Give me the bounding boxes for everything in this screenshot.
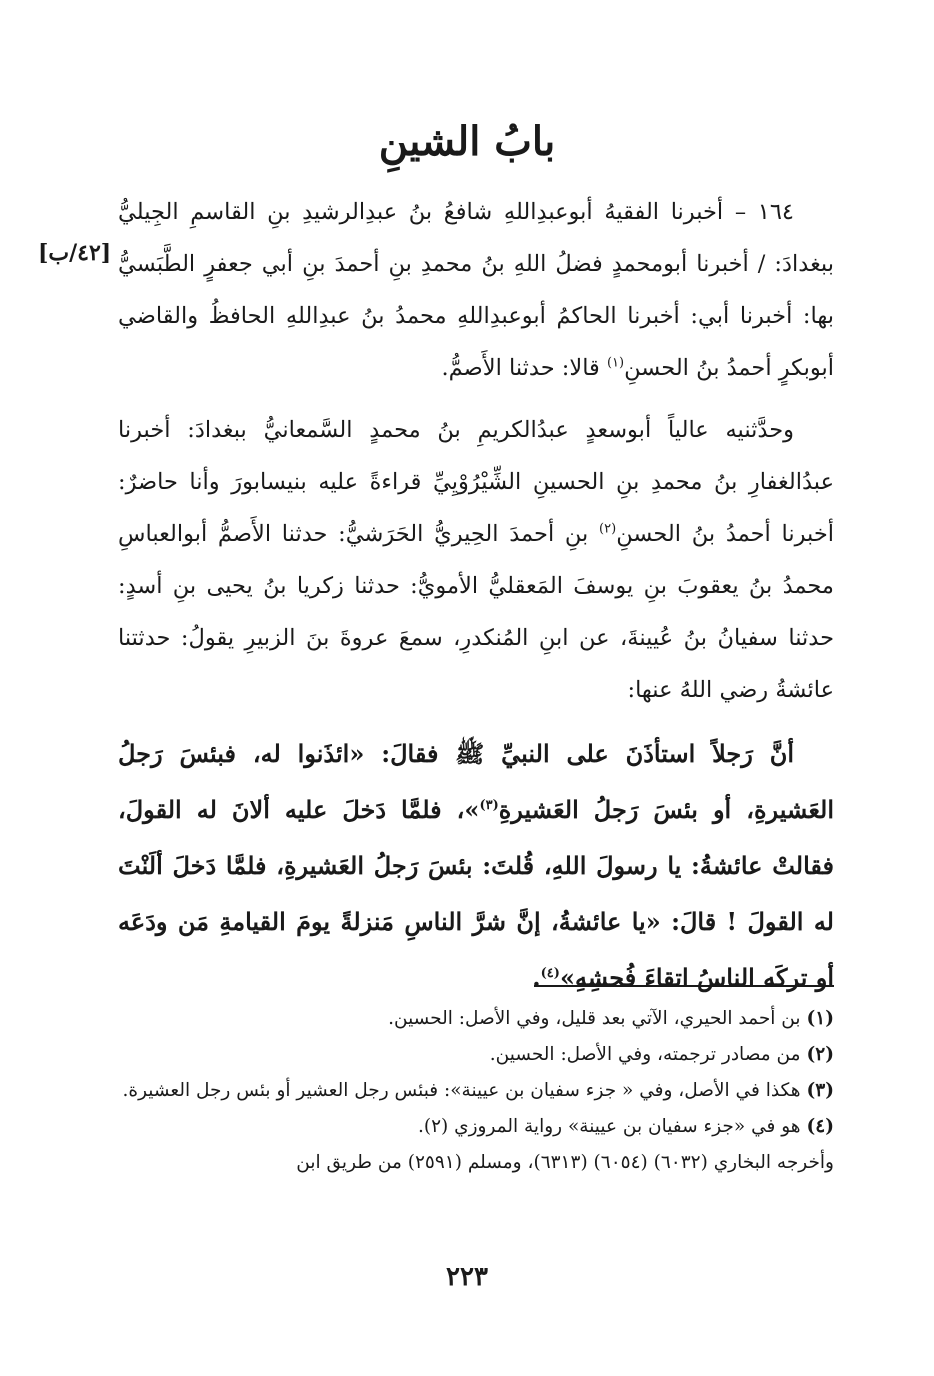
footnote-item bbox=[120, 1110, 834, 1144]
hadith-text: . bbox=[532, 963, 541, 992]
footnote-separator bbox=[534, 985, 834, 987]
footnote-text: هكذا في الأصل، وفي « جزء سفيان بن عيينة»: فبئس رجل العشير أو بئس رجل العشيرة. bbox=[122, 1080, 801, 1101]
paragraph-isnad-2 bbox=[118, 404, 834, 716]
main-text bbox=[118, 186, 834, 1016]
footnote-number: (٢) bbox=[806, 1044, 834, 1065]
footnote-ref-2: (٢) bbox=[599, 521, 617, 537]
footnote-ref-4: (٤) bbox=[540, 966, 560, 981]
footnote-ref-3: (٣) bbox=[479, 798, 499, 813]
footnote-number: (١) bbox=[806, 1008, 834, 1029]
paragraph-text: وحدَّثنيه عالياً أبوسعدٍ عبدُالكريمِ بنُ محمدٍ السَّمعانيُّ ببغدادَ: أخبرنا عبدُالغفارِ بنُ محمدِ بنِ الحسينِ الشِّيْرُوْيِيِّ قراءةً عليه بنيسابورَ وأنا حاضرٌ: أخبرنا أحمدُ بنُ الحسنِ bbox=[118, 417, 835, 547]
footnotes bbox=[120, 1002, 834, 1182]
footnote-ref-1: (١) bbox=[606, 355, 625, 371]
footnote-text: من مصادر ترجمته، وفي الأصل: الحسين. bbox=[489, 1044, 801, 1065]
paragraph-text: ١٦٤ – أخبرنا الفقيهُ أبوعبدِاللهِ شافعُ بنُ عبدِالرشيدِ بنِ القاسمِ الجِيليُّ ببغدادَ: / أخبرنا أبومحمدٍ فضلُ اللهِ بنُ محمدِ بنِ أحمدَ بنِ أبي جعفرٍ الطَّبَسيُّ بها: أخبرنا أبي: أخبرنا الحاكمُ أبوعبدِاللهِ محمدُ بنُ عبدِاللهِ الحافظُ والقاضي أبوبكرٍ أحمدُ بنُ الحسنِ bbox=[118, 199, 834, 381]
footnote-text: بن أحمد الحيري، الآتي بعد قليل، وفي الأصل: الحسين. bbox=[388, 1008, 801, 1029]
footnote-text: هو في «جزء سفيان بن عيينة» رواية المروزي (٢). bbox=[417, 1116, 801, 1137]
manuscript-folio-marker: [٤٢/ب] bbox=[38, 240, 112, 266]
footnote-item bbox=[120, 1038, 834, 1072]
footnote-item bbox=[120, 1074, 834, 1108]
hadith-matn bbox=[118, 726, 834, 1006]
paragraph-isnad-1 bbox=[118, 186, 834, 394]
footnote-number: (٤) bbox=[806, 1116, 834, 1137]
footnote-continuation bbox=[120, 1146, 834, 1180]
footnote-number: (٣) bbox=[806, 1080, 834, 1101]
paragraph-text: بنِ أحمدَ الحِيريُّ الحَرَشيُّ: حدثنا الأَصمُّ أبوالعباسِ محمدُ بنُ يعقوبَ بنِ يوسفَ المَعقليُّ الأمويُّ: حدثنا زكريا بنُ يحيى بنِ أسدٍ: حدثنا سفيانُ بنُ عُيينةَ، عن ابنِ المُنكدرِ، سمعَ عروةَ بنَ الزبيرِ يقولُ: حدثتنا عائشةُ رضي اللهُ عنها: bbox=[118, 521, 834, 703]
hadith-text: أنَّ رَجلاً استأذَنَ على النبيِّ ﷺ فقالَ: «ائذَنوا له، فبئسَ رَجلُ العَشيرةِ، أو بئسَ رَجلُ العَشيرةِ bbox=[118, 739, 835, 824]
paragraph-text: قالا: حدثنا الأَصمُّ. bbox=[441, 355, 607, 381]
footnote-continuation-text: وأخرجه البخاري (٦٠٣٢) (٦٠٥٤) (٦٣١٣)، ومسلم (٢٥٩١) من طريق ابن bbox=[296, 1152, 834, 1173]
hadith-text: »، فلمَّا دَخلَ عليه ألانَ له القولَ، فقالتْ عائشةُ: يا رسولَ اللهِ، قُلتَ: بئسَ رَجلُ العَشيرةِ، فلمَّا دَخلَ ألَنْتَ له القولَ ! قالَ: «يا عائشةُ، إنَّ شرَّ الناسِ مَنزلةً يومَ القيامةِ مَن ودَعَه أو تركَه الناسُ اتقاءَ فُحشِهِ» bbox=[118, 795, 834, 992]
chapter-title: بابُ الشينِ bbox=[378, 118, 556, 165]
page-number: ٢٢٣ bbox=[446, 1262, 488, 1292]
footnote-item bbox=[120, 1002, 834, 1036]
